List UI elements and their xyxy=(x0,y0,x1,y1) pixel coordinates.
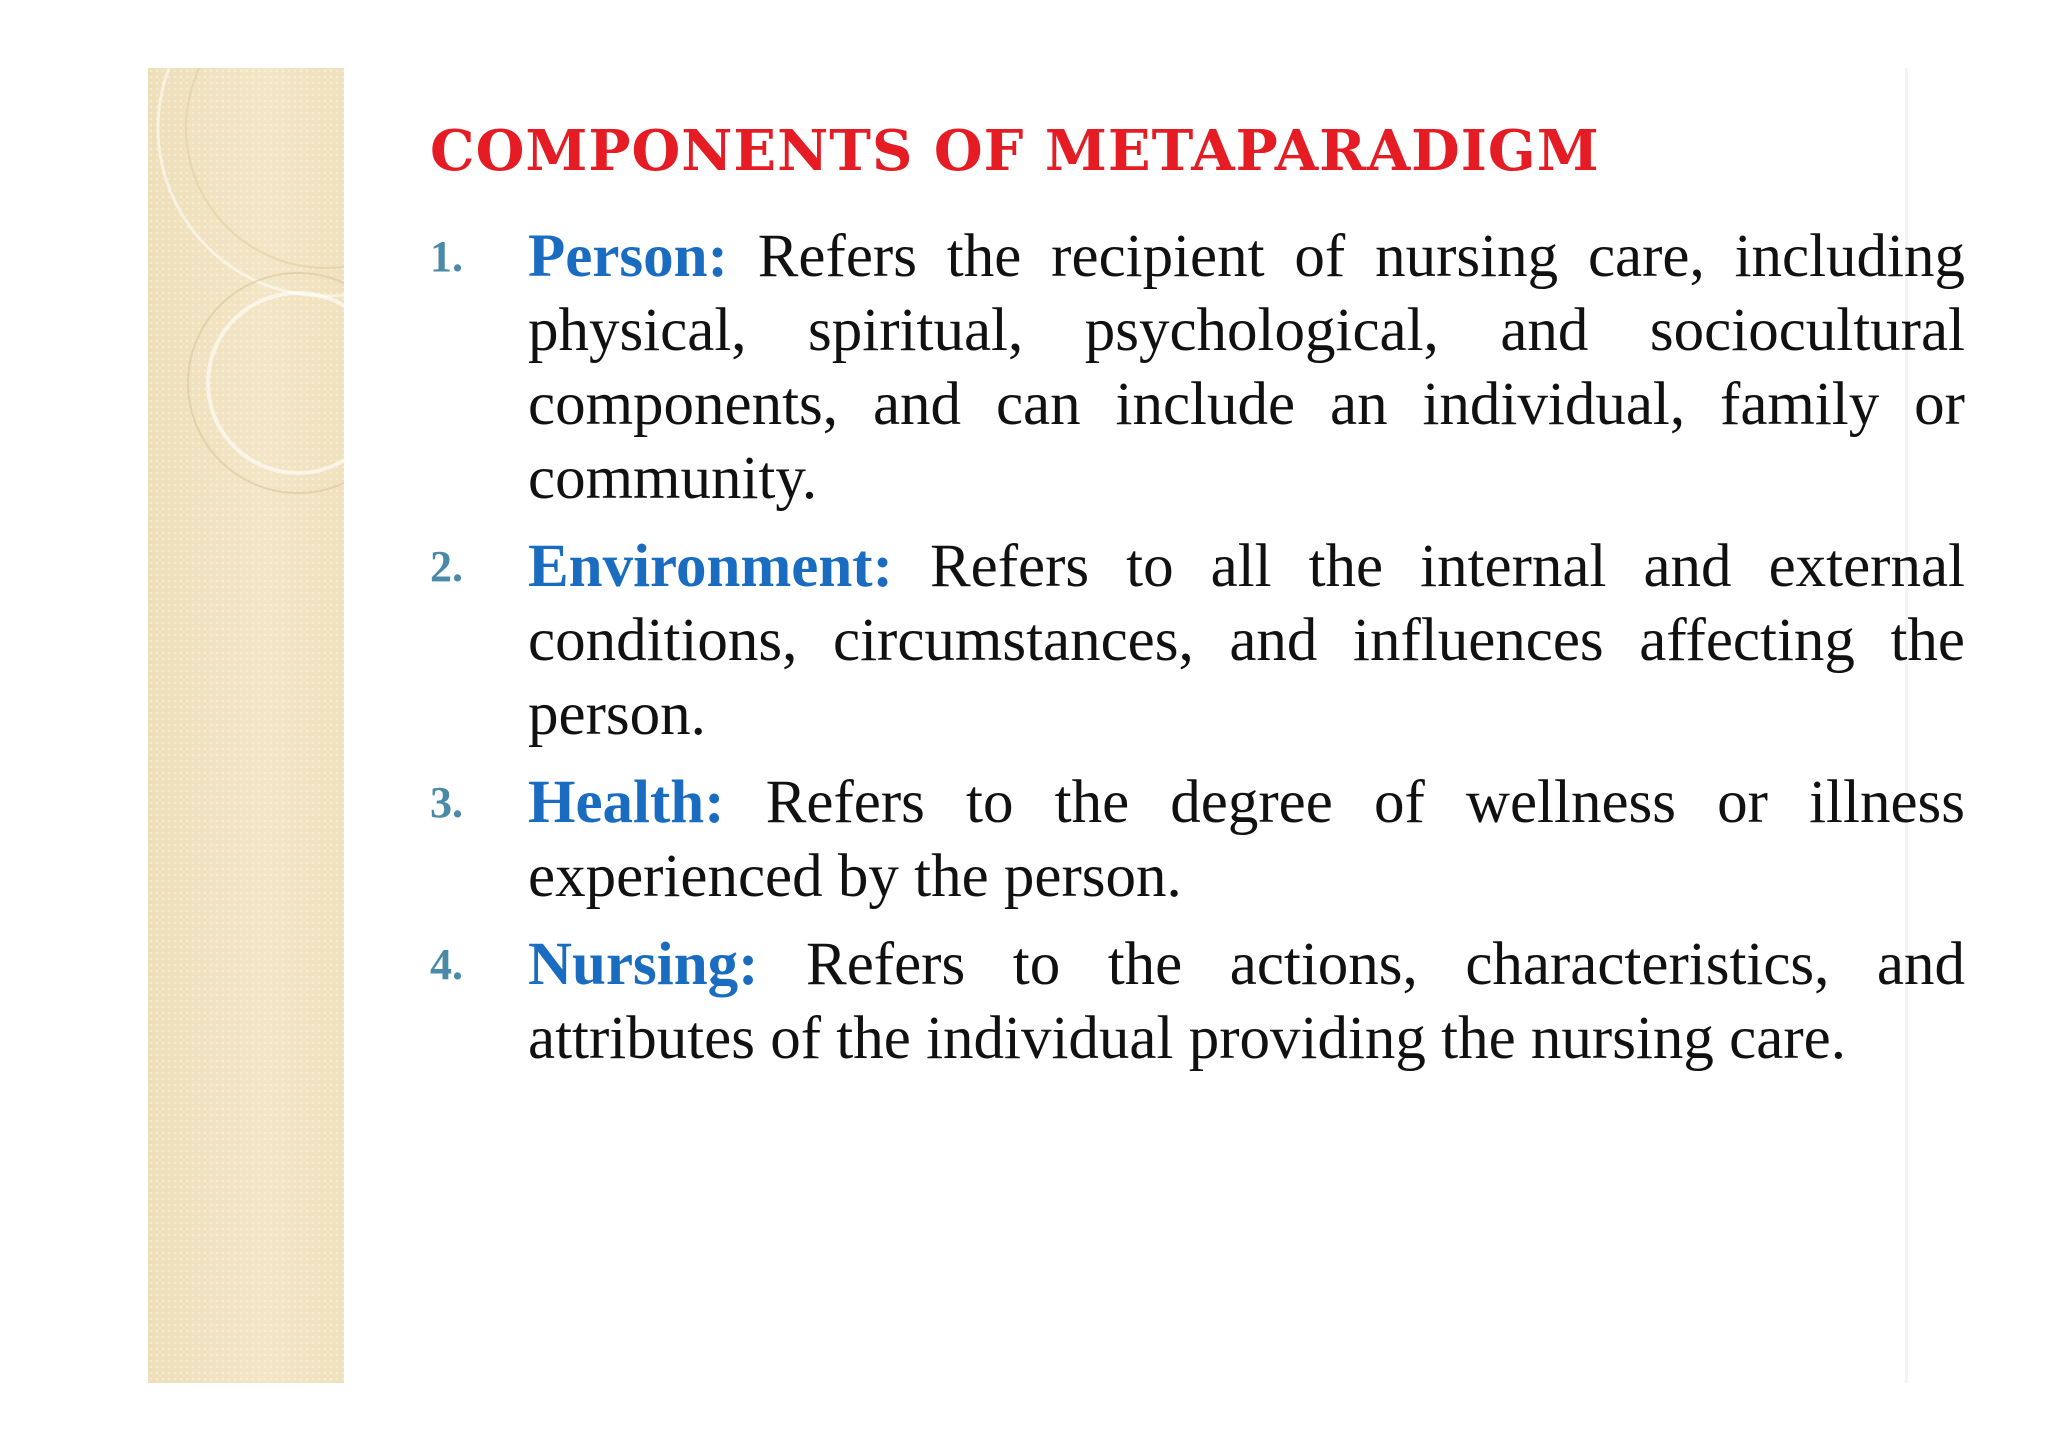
item-number: 2. xyxy=(430,542,463,591)
slide xyxy=(148,68,1966,1383)
item-text: Refers to the actions, characteristics, and attributes of the individual providing the nursing care. xyxy=(528,931,1966,1072)
item-number: 3. xyxy=(430,778,463,827)
item-term: Person: xyxy=(528,223,728,290)
item-number: 1. xyxy=(430,232,463,281)
decorative-circles-icon xyxy=(148,68,344,1383)
item-number: 4. xyxy=(430,940,463,989)
item-text: Refers to all the internal and external conditions, circumstances, and influences affecting the person. xyxy=(528,533,1966,748)
list-item-nursing xyxy=(430,928,1965,1076)
decorative-sidebar xyxy=(148,68,344,1383)
slide-title: COMPONENTS OF METAPARADIGM xyxy=(430,118,1600,184)
item-term: Environment: xyxy=(528,533,893,600)
item-text: Refers to the degree of wellness or illness experienced by the person. xyxy=(528,769,1966,910)
list-item-health xyxy=(430,766,1965,914)
list-item-environment xyxy=(430,530,1965,752)
list-item-person xyxy=(430,220,1965,516)
item-text: Refers the recipient of nursing care, including physical, spiritual, psychological, and sociocultural components, and can include an individual, family or community. xyxy=(528,223,1966,512)
metaparadigm-list xyxy=(430,220,1965,1090)
item-term: Health: xyxy=(528,769,725,836)
item-term: Nursing: xyxy=(528,931,759,998)
